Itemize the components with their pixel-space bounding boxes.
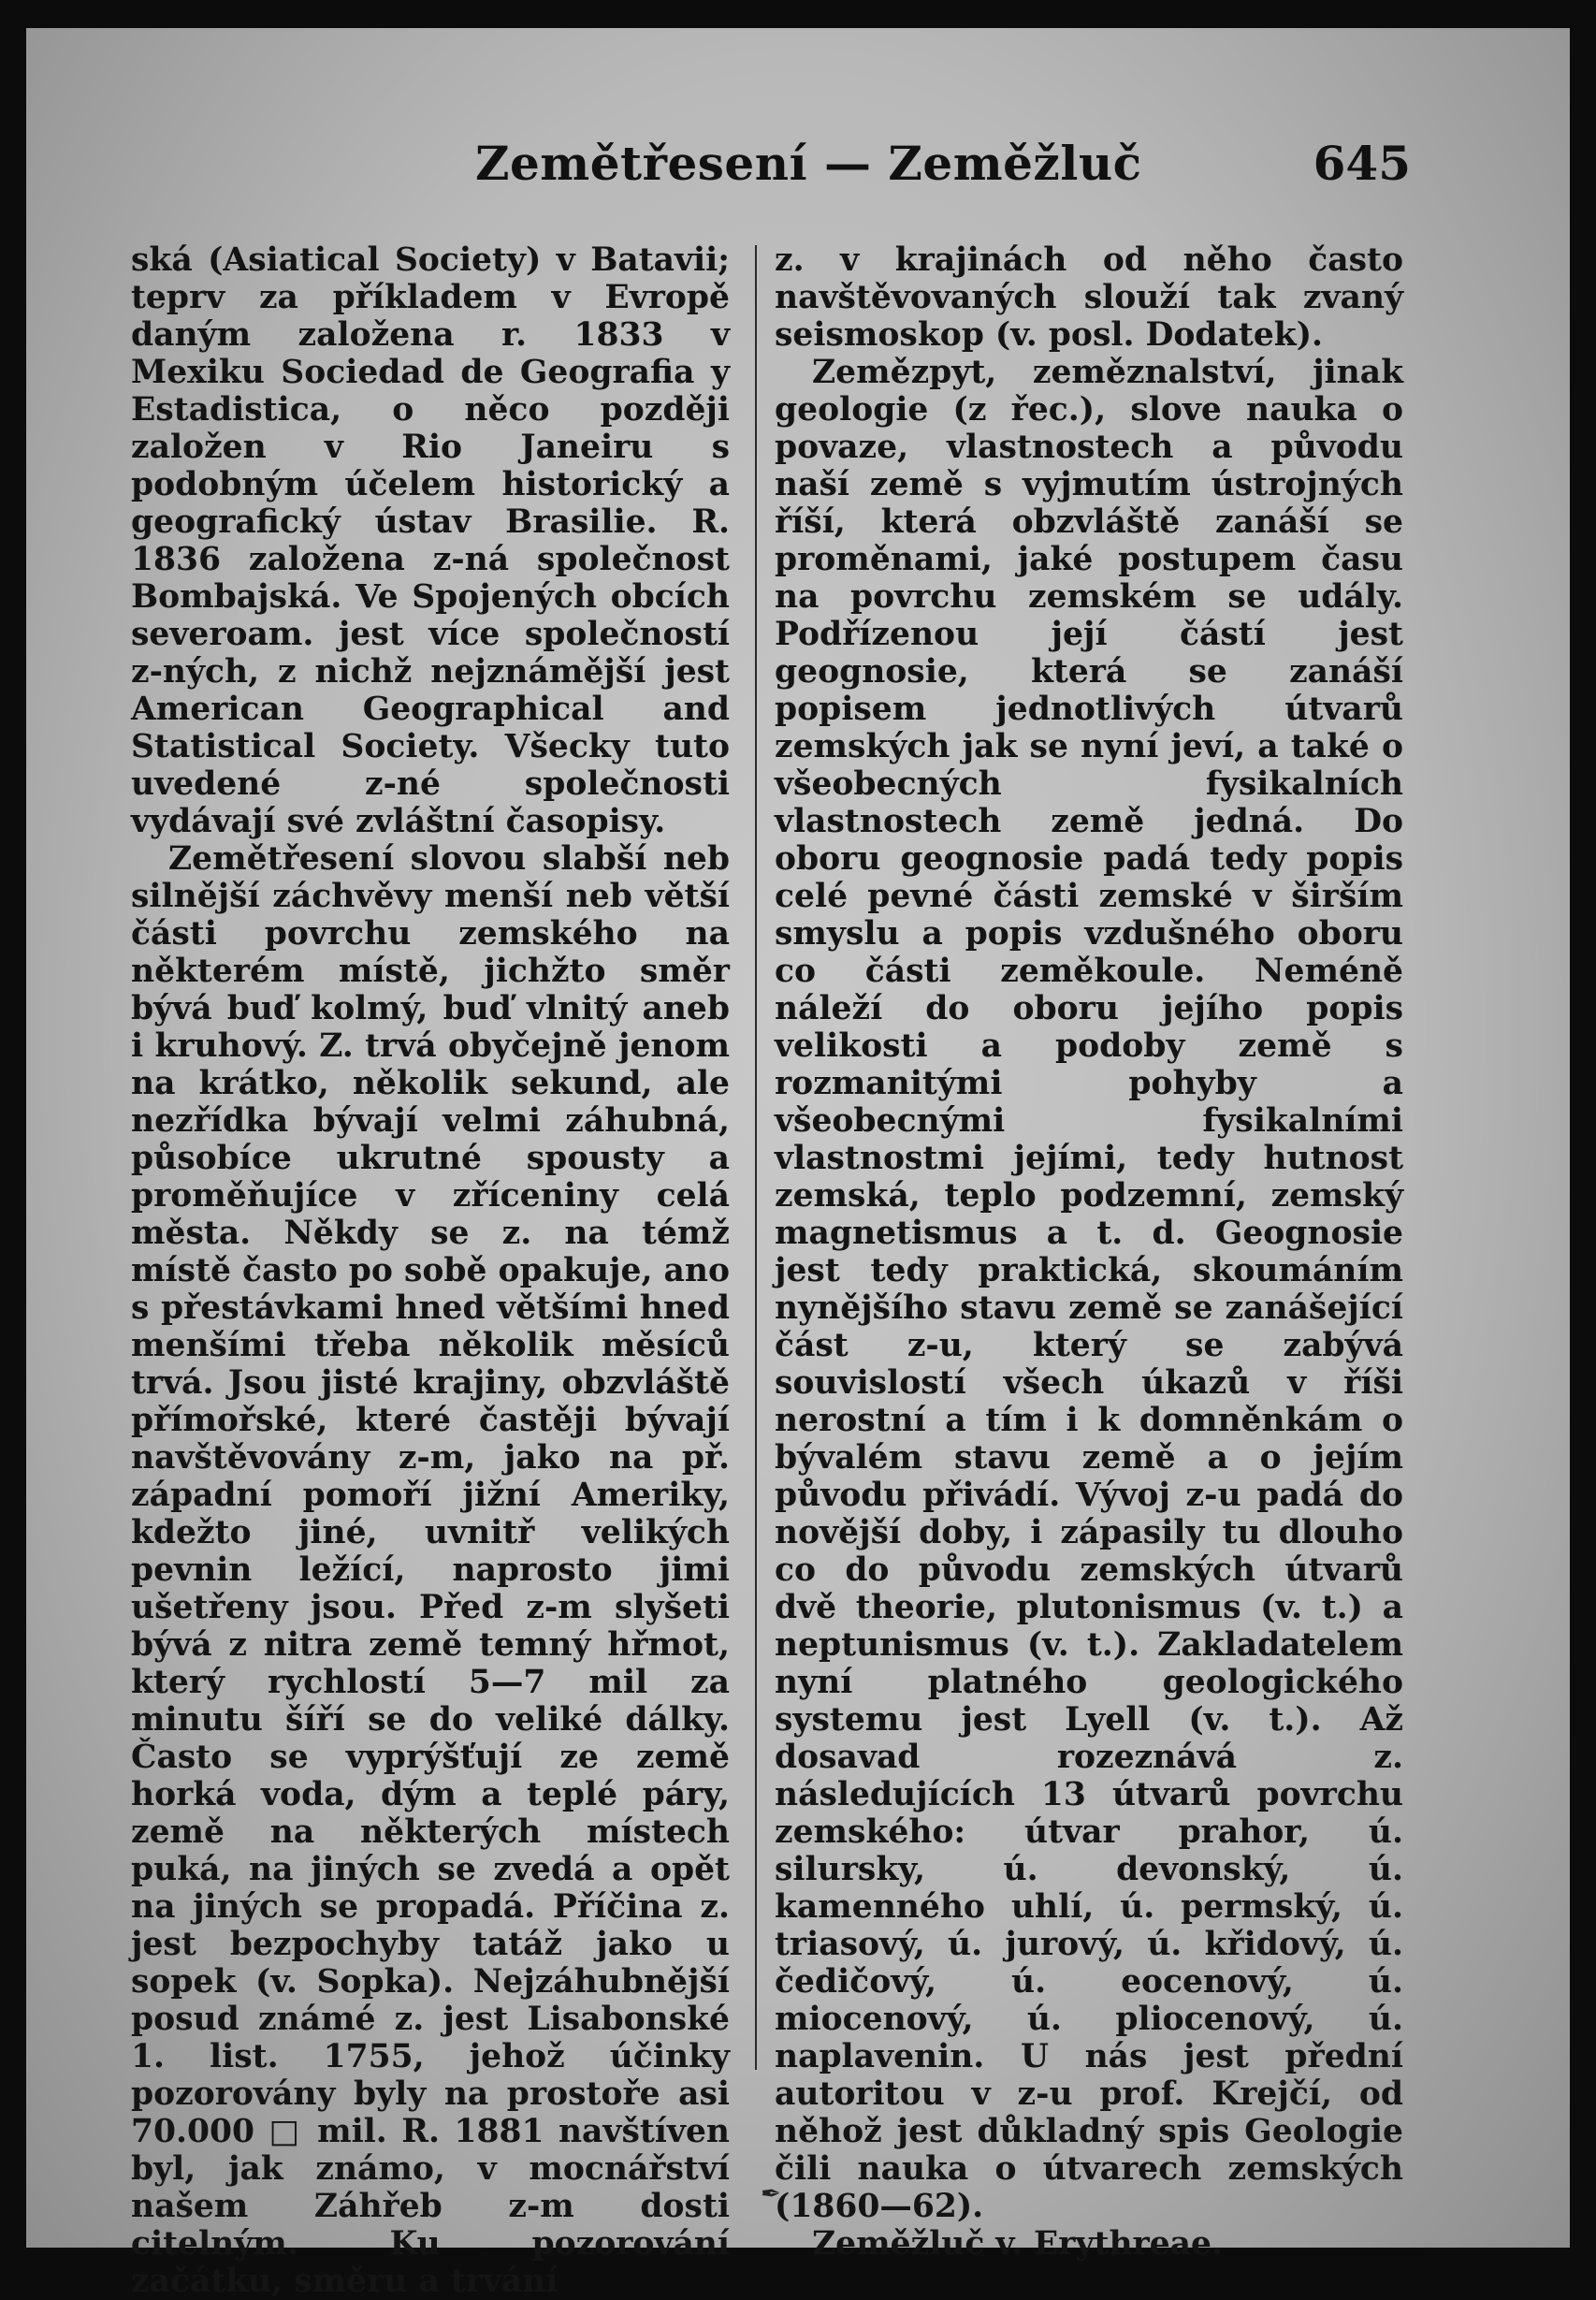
left-column [131,241,730,2300]
paragraph-society-continued: ská (Asiatical Society) v Batavii; teprv za příkladem v Evropě daným založena r. 1833 v Mexiku Sociedad de Geografia y Estadistica, o něco později založen v Rio Janeiru s podobným účelem historický a geografický ústav Brasilie. R. 1836 založena z-ná společnost Bombajská. Ve Spojených obcích severoam. jest více společností z-ných, z nichž nejznámější jest American Geographical and Statistical Society. Všecky tuto uvedené z-né společnosti vydávají své zvláštní časopisy. [131,241,730,840]
book-page [26,28,1570,2300]
paragraph-zemezluc: Zeměžluč v. Erythreae. [812,2225,1223,2263]
ink-mark: ✒ [761,2180,781,2208]
column-divider [755,245,757,2070]
running-title: Zemětřesení — Zeměžluč [475,136,1142,191]
page-number: 645 [1313,136,1411,191]
paragraph-zemetreseni: Zemětřesení slovou slabší neb silnější záchvěvy menší neb větší části povrchu zemského na některém místě, jichžto směr bývá buď kolmý, buď vlnitý aneb i kruhový. Z. trvá obyčejně jenom na krátko, několik sekund, ale nezřídka bývají velmi záhubná, působíce ukrutné spousty a proměňujíce v zříceniny celá města. Někdy se z. na témž místě často po sobě opakuje, ano s přestávkami hned většími hned menšími třeba několik měsíců trvá. Jsou jisté krajiny, obzvláště přímořské, které častěji bývají navštěvovány z-m, jako na př. západní pomoří jižní Ameriky, kdežto jiné, uvnitř velikých pevnin ležící, naprosto jimi ušetřeny jsou. Před z-m slyšeti bývá z nitra země temný hřmot, který rychlostí 5—7 mil za minutu šíří se do veliké dálky. Často se vyprýšťují ze země horká voda, dým a teplé páry, země na některých místech puká, na jiných se zvedá a opět na jiných se propadá. Příčina z. jest bezpochyby tatáž jako u sopek (v. Sopka). Nejzáhubnější posud známé z. jest Lisabonské 1. list. 1755, jehož účinky pozorovány byly na prostoře asi 70.000 □ mil. R. 1881 navštíven byl, jak známo, v mocnářství našem Záhřeb z-m dosti citelným. Ku pozorování začátku, směru a trvání [131,840,730,2300]
paragraph-zemezpyt: Zemězpyt, zeměznalství, jinak geologie (z řec.), slove nauka o povaze, vlastnostech a původu naší země s vyjmutím ústrojných říší, která obzvláště zanáší se proměnami, jaké postupem času na povrchu zemském se udály. Podřízenou její částí jest geognosie, která se zanáší popisem jednotlivých útvarů zemských jak se nyní jeví, a také o všeobecných fysikalních vlastnostech země jedná. Do oboru geognosie padá tedy popis celé pevné části zemské v širším smyslu a popis vzdušného oboru co části zeměkoule. Neméně náleží do oboru jejího popis velikosti a podoby země s rozmanitými pohyby a všeobecnými fysikalními vlastnostmi jejími, tedy hutnost zemská, teplo podzemní, zemský magnetismus a t. d. Geognosie jest tedy praktická, skoumáním nynějšího stavu země se zanášející část z-u, který se zabývá souvislostí všech úkazů v říši nerostní a tím i k domněnkám o bývalém stavu země a o jejím původu přivádí. Vývoj z-u padá do novější doby, i zápasily tu dlouho co do původu zemských útvarů dvě theorie, plutonismus (v. t.) a neptunismus (v. t.). Zakladatelem nyní platného geologického systemu jest Lyell (v. t.). Až dosavad rozeznává z. následujících 13 útvarů povrchu zemského: útvar prahor, ú. silursky, ú. devonský, ú. kamenného uhlí, ú. permský, ú. triasový, ú. jurový, ú. křidový, ú. čedičový, ú. eocenový, ú. miocenový, ú. pliocenový, ú. naplavenin. U nás jest přední autoritou v z-u prof. Krejčí, od něhož jest důkladný spis Geologie čili nauka o útvarech zemských (1860—62). [775,354,1403,2225]
paragraph-zemetreseni-continued: z. v krajinách od něho často navštěvovaných slouží tak zvaný seismoskop (v. posl. Dodatek). [775,241,1403,354]
right-column [775,241,1403,2263]
page-header [475,117,1411,192]
